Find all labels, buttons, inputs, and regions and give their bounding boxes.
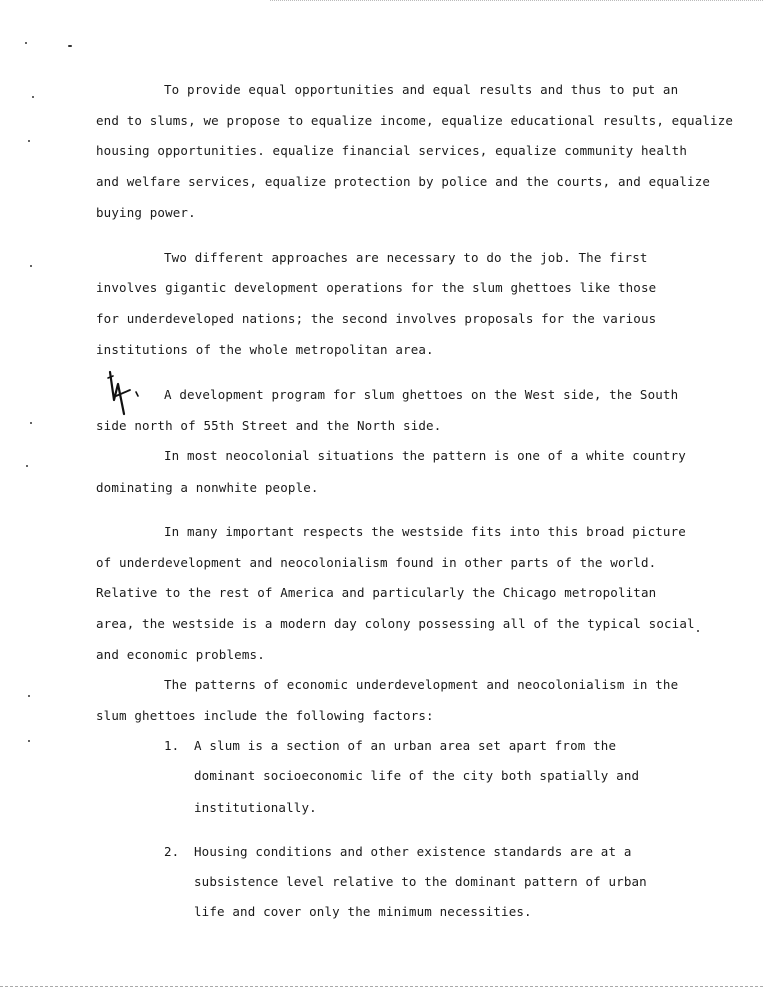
paragraph-2-line-4: institutions of the whole metropolitan area.	[96, 342, 434, 357]
paragraph-6-line-2: slum ghettoes include the following factors:	[96, 708, 434, 723]
paragraph-5-line-2: of underdevelopment and neocolonialism found in other parts of the world.	[96, 555, 657, 570]
paragraph-5-line-3: Relative to the rest of America and particularly the Chicago metropolitan	[96, 585, 657, 600]
list-item-1-marker: 1.	[164, 738, 180, 753]
list-item-2-line-2: subsistence level relative to the dominant pattern of urban	[194, 874, 647, 889]
paragraph-2-line-3: for underdeveloped nations; the second involves proposals for the various	[96, 311, 657, 326]
list-item-2-line-1: Housing conditions and other existence standards are at a	[194, 844, 632, 859]
paragraph-2-line-1: Two different approaches are necessary to do the job. The first	[164, 250, 648, 265]
list-item-1-line-3: institutionally.	[194, 800, 317, 815]
paragraph-1-line-1: To provide equal opportunities and equal results and thus to put an	[164, 82, 679, 97]
paragraph-5-line-1: In many important respects the westside fits into this broad picture	[164, 524, 686, 539]
paragraph-3-line-2: side north of 55th Street and the North side.	[96, 418, 442, 433]
paragraph-5-line-5: and economic problems.	[96, 647, 265, 662]
paragraph-3-line-1: A development program for slum ghettoes on the West side, the South	[164, 387, 679, 402]
paragraph-6-line-1: The patterns of economic underdevelopment and neocolonialism in the	[164, 677, 679, 692]
scan-speck	[30, 265, 32, 267]
paragraph-1-line-2: end to slums, we propose to equalize income, equalize educational results, equalize	[96, 113, 734, 128]
scan-speck	[28, 740, 30, 742]
scan-speck	[28, 695, 30, 697]
list-item-1-line-2: dominant socioeconomic life of the city both spatially and	[194, 768, 640, 783]
scan-speck	[28, 140, 30, 142]
handwritten-annotation-mark	[104, 370, 140, 420]
paragraph-2-line-2: involves gigantic development operations for the slum ghettoes like those	[96, 280, 657, 295]
list-item-1-line-1: A slum is a section of an urban area set apart from the	[194, 738, 617, 753]
scan-speck	[68, 45, 72, 47]
list-item-2-marker: 2.	[164, 844, 180, 859]
paragraph-1-line-3: housing opportunities. equalize financial services, equalize community health	[96, 143, 688, 158]
paragraph-4-line-2: dominating a nonwhite people.	[96, 480, 319, 495]
scan-speck	[26, 465, 28, 467]
scan-speck	[32, 96, 34, 98]
scan-edge-top	[270, 0, 763, 1]
paragraph-5-line-4: area, the westside is a modern day colony possessing all of the typical social	[96, 616, 695, 631]
paragraph-1-line-5: buying power.	[96, 205, 196, 220]
list-item-2-line-3: life and cover only the minimum necessities.	[194, 904, 532, 919]
paragraph-1-line-4: and welfare services, equalize protection by police and the courts, and equalize	[96, 174, 711, 189]
scan-speck	[25, 42, 27, 44]
paragraph-4-line-1: In most neocolonial situations the pattern is one of a white country	[164, 448, 686, 463]
scan-edge-bottom	[0, 986, 763, 987]
scan-speck	[30, 422, 32, 424]
scan-speck	[697, 630, 699, 632]
